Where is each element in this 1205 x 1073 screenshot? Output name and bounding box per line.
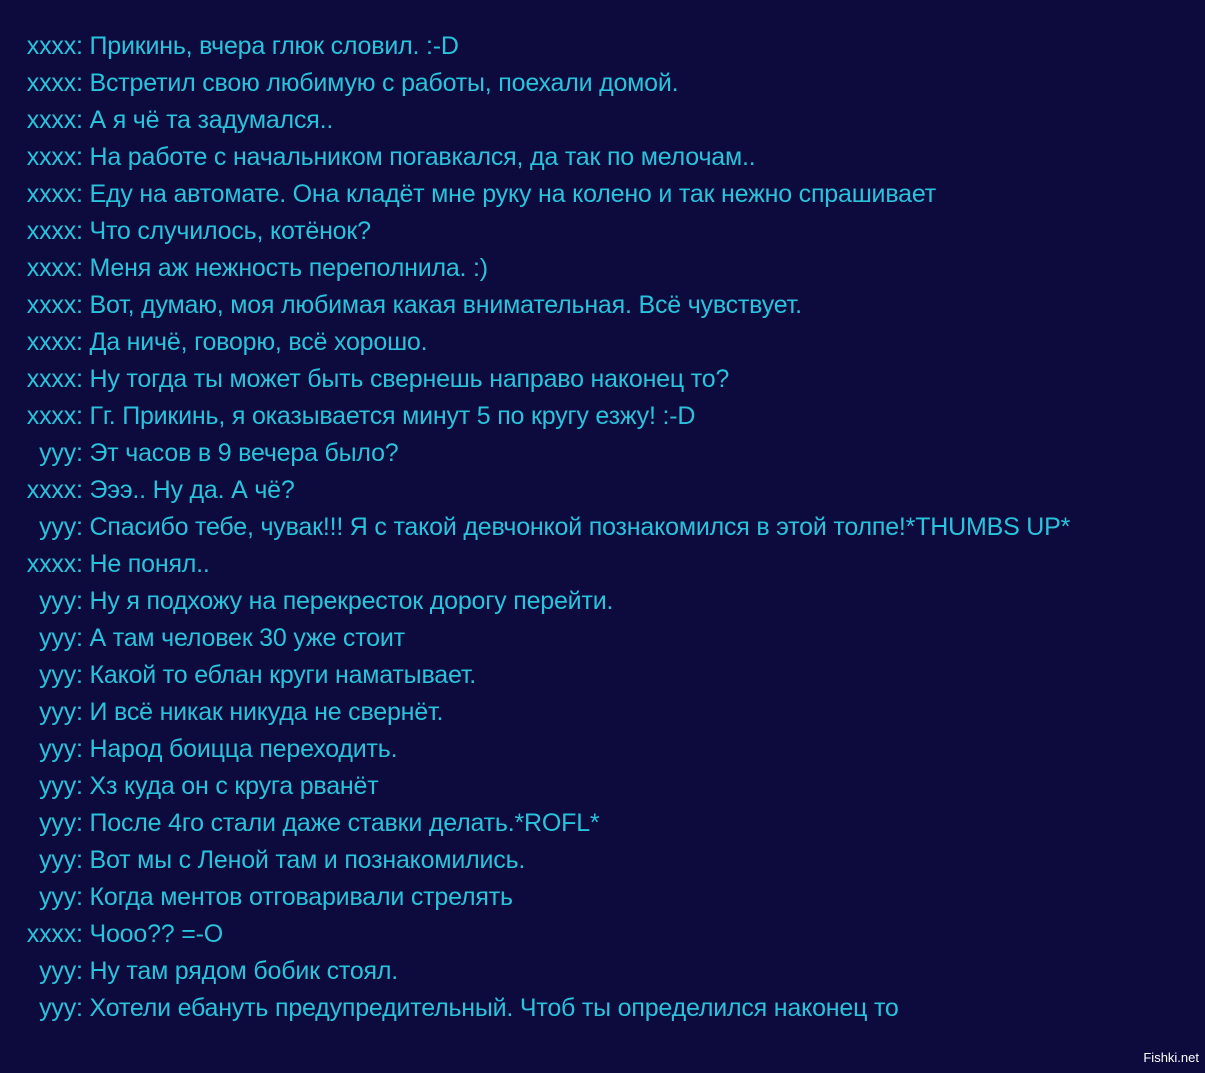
message-text: Ну я подхожу на перекресток дорогу перейти.	[89, 587, 614, 615]
chat-line: yyy: После 4го стали даже ставки делать.*ROFL*	[8, 805, 1198, 842]
message-text: Меня аж нежность переполнила. :)	[89, 254, 488, 282]
chat-line: xxxx: Прикинь, вчера глюк словил. :-D	[8, 28, 1198, 65]
chat-line: xxxx: Ну тогда ты может быть свернешь направо наконец то?	[8, 361, 1198, 398]
chat-line: yyy: Спасибо тебе, чувак!!! Я с такой девчонкой познакомился в этой толпе!*THUMBS UP*	[8, 509, 1198, 546]
chat-log	[8, 28, 1198, 1027]
message-nick: yyy	[39, 439, 76, 467]
chat-line: yyy: Когда ментов отговаривали стрелять	[8, 879, 1198, 916]
message-nick: xxxx	[26, 328, 76, 356]
message-text: Да ничё, говорю, всё хорошо.	[89, 328, 428, 356]
chat-line: yyy: И всё никак никуда не свернёт.	[8, 694, 1198, 731]
message-text: Ну там рядом бобик стоял.	[89, 957, 399, 985]
chat-line: yyy: А там человек 30 уже стоит	[8, 620, 1198, 657]
message-nick: xxxx	[26, 291, 76, 319]
message-nick: xxxx	[26, 365, 76, 393]
message-nick: xxxx	[26, 143, 76, 171]
message-nick: yyy	[39, 809, 76, 837]
message-nick: xxxx	[26, 32, 76, 60]
message-nick: yyy	[39, 957, 76, 985]
message-nick: yyy	[39, 513, 76, 541]
message-nick: xxxx	[26, 106, 76, 134]
chat-line: xxxx: Да ничё, говорю, всё хорошо.	[8, 324, 1198, 361]
message-text: А я чё та задумался..	[89, 106, 334, 134]
chat-line: yyy: Хз куда он с круга рванёт	[8, 768, 1198, 805]
message-nick: yyy	[39, 661, 76, 689]
chat-line: yyy: Какой то еблан круги наматывает.	[8, 657, 1198, 694]
message-nick: yyy	[39, 624, 76, 652]
chat-line: xxxx: А я чё та задумался..	[8, 102, 1198, 139]
chat-line: xxxx: Встретил свою любимую с работы, поехали домой.	[8, 65, 1198, 102]
message-text: Ну тогда ты может быть свернешь направо наконец то?	[89, 365, 730, 393]
message-text: И всё никак никуда не свернёт.	[89, 698, 444, 726]
message-text: Еду на автомате. Она кладёт мне руку на колено и так нежно спрашивает	[89, 180, 936, 208]
chat-line: xxxx: На работе с начальником погавкался, да так по мелочам..	[8, 139, 1198, 176]
message-text: После 4го стали даже ставки делать.*ROFL*	[89, 809, 600, 837]
message-text: Эт часов в 9 вечера было?	[89, 439, 399, 467]
message-nick: yyy	[39, 772, 76, 800]
message-nick: xxxx	[26, 920, 76, 948]
message-text: Прикинь, вчера глюк словил. :-D	[89, 32, 459, 60]
message-text: Не понял..	[89, 550, 210, 578]
message-text: Эээ.. Ну да. А чё?	[89, 476, 295, 504]
chat-line: xxxx: Еду на автомате. Она кладёт мне руку на колено и так нежно спрашивает	[8, 176, 1198, 213]
message-nick: yyy	[39, 994, 76, 1022]
chat-line: xxxx: Не понял..	[8, 546, 1198, 583]
chat-line: yyy: Эт часов в 9 вечера было?	[8, 435, 1198, 472]
chat-line: yyy: Ну там рядом бобик стоял.	[8, 953, 1198, 990]
message-nick: yyy	[39, 587, 76, 615]
chat-line: xxxx: Чооо?? =-O	[8, 916, 1198, 953]
message-text: На работе с начальником погавкался, да так по мелочам..	[89, 143, 756, 171]
message-nick: xxxx	[26, 69, 76, 97]
message-text: Вот мы с Леной там и познакомились.	[89, 846, 526, 874]
message-text: А там человек 30 уже стоит	[89, 624, 405, 652]
chat-line: yyy: Народ боицца переходить.	[8, 731, 1198, 768]
message-nick: xxxx	[26, 180, 76, 208]
message-text: Гг. Прикинь, я оказывается минут 5 по кругу езжу! :-D	[89, 402, 696, 430]
message-text: Спасибо тебе, чувак!!! Я с такой девчонкой познакомился в этой толпе!*THUMBS UP*	[89, 513, 1071, 541]
message-text: Что случилось, котёнок?	[89, 217, 371, 245]
chat-line: xxxx: Меня аж нежность переполнила. :)	[8, 250, 1198, 287]
chat-line: xxxx: Гг. Прикинь, я оказывается минут 5 по кругу езжу! :-D	[8, 398, 1198, 435]
message-nick: xxxx	[26, 217, 76, 245]
message-text: Встретил свою любимую с работы, поехали домой.	[89, 69, 679, 97]
message-text: Хотели ебануть предупредительный. Чтоб ты определился наконец то	[89, 994, 899, 1022]
message-text: Народ боицца переходить.	[89, 735, 398, 763]
message-text: Какой то еблан круги наматывает.	[89, 661, 477, 689]
message-nick: xxxx	[26, 254, 76, 282]
message-nick: yyy	[39, 735, 76, 763]
message-text: Чооо?? =-O	[89, 920, 223, 948]
message-nick: yyy	[39, 698, 76, 726]
message-nick: xxxx	[26, 550, 76, 578]
watermark: Fishki.net	[1143, 1050, 1199, 1065]
chat-line: xxxx: Вот, думаю, моя любимая какая внимательная. Всё чувствует.	[8, 287, 1198, 324]
message-nick: xxxx	[26, 476, 76, 504]
chat-line: yyy: Ну я подхожу на перекресток дорогу перейти.	[8, 583, 1198, 620]
chat-line: yyy: Вот мы с Леной там и познакомились.	[8, 842, 1198, 879]
chat-line: xxxx: Эээ.. Ну да. А чё?	[8, 472, 1198, 509]
message-text: Хз куда он с круга рванёт	[89, 772, 379, 800]
message-nick: yyy	[39, 883, 76, 911]
message-nick: xxxx	[26, 402, 76, 430]
message-text: Вот, думаю, моя любимая какая внимательная. Всё чувствует.	[89, 291, 802, 319]
message-nick: yyy	[39, 846, 76, 874]
chat-line: xxxx: Что случилось, котёнок?	[8, 213, 1198, 250]
message-text: Когда ментов отговаривали стрелять	[89, 883, 513, 911]
chat-line: yyy: Хотели ебануть предупредительный. Чтоб ты определился наконец то	[8, 990, 1198, 1027]
